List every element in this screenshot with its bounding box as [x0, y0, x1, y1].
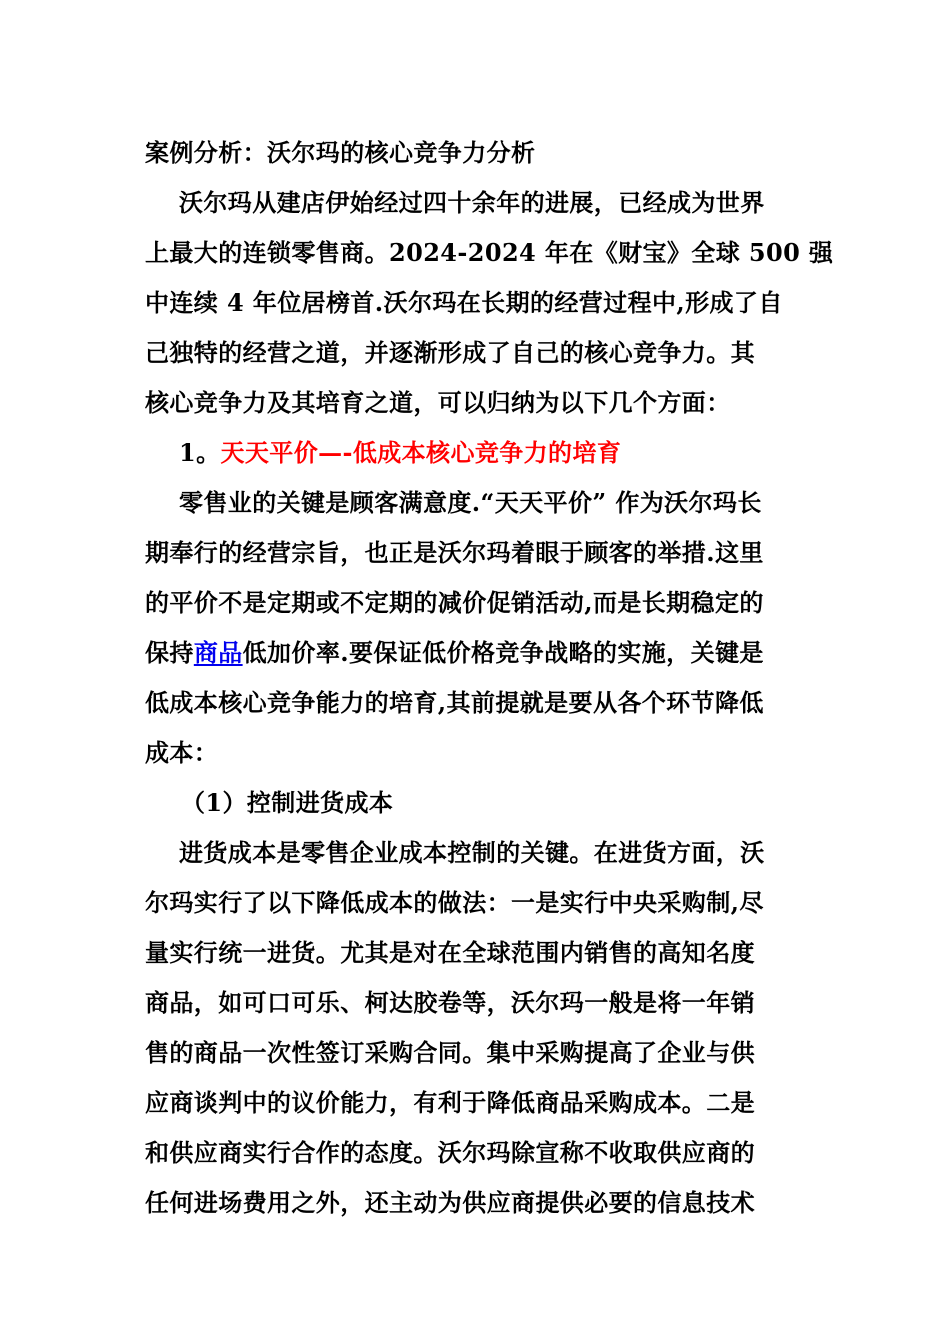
- section-number: 1。: [179, 438, 221, 467]
- intro-line: 核心竞争力及其培育之道，可以归纳为以下几个方面：: [145, 388, 731, 417]
- subsection-heading: （1）控制进货成本: [181, 788, 394, 817]
- paragraph-line: 的平价不是定期或不定期的减价促销活动,而是长期稳定的: [145, 588, 764, 617]
- intro-line: 己独特的经营之道，并逐渐形成了自己的核心竞争力。其: [145, 338, 755, 367]
- section-heading: [145, 428, 809, 478]
- text-before-link: 保持: [145, 638, 194, 667]
- paragraph-line: 应商谈判中的议价能力，有利于降低商品采购成本。二是: [145, 1088, 755, 1117]
- document-body: [145, 128, 834, 1228]
- paragraph-line: 商品，如可口可乐、柯达胶卷等，沃尔玛一般是将一年销: [145, 988, 755, 1017]
- paragraph-line: 售的商品一次性签订采购合同。集中采购提高了企业与供: [145, 1038, 755, 1067]
- paragraph-line: 期奉行的经营宗旨，也正是沃尔玛着眼于顾客的举措.这里: [145, 538, 764, 567]
- paragraph-line: 零售业的关键是顾客满意度.“天天平价” 作为沃尔玛长: [179, 488, 762, 517]
- section-title: 天天平价—-低成本核心竞争力的培育: [220, 438, 622, 467]
- paragraph-line: 进货成本是零售企业成本控制的关键。在进货方面，沃: [179, 838, 765, 867]
- paragraph-line-with-link: [145, 628, 809, 678]
- paragraph-line: 量实行统一进货。尤其是对在全球范围内销售的高知名度: [145, 938, 755, 967]
- paragraph-line: 任何进场费用之外，还主动为供应商提供必要的信息技术: [145, 1188, 755, 1217]
- intro-line: 沃尔玛从建店伊始经过四十余年的进展，已经成为世界: [179, 188, 765, 217]
- paragraph-line: 和供应商实行合作的态度。沃尔玛除宣称不收取供应商的: [145, 1138, 755, 1167]
- paragraph-line: 尔玛实行了以下降低成本的做法：一是实行中央采购制,尽: [145, 888, 764, 917]
- product-link[interactable]: 商品: [193, 638, 243, 667]
- intro-line: 中连续 4 年位居榜首.沃尔玛在长期的经营过程中,形成了自: [145, 288, 783, 317]
- text-after-link: 低加价率.要保证低价格竞争战略的实施，关键是: [242, 638, 764, 667]
- document-title: 案例分析：沃尔玛的核心竞争力分析: [145, 138, 536, 167]
- intro-line: 上最大的连锁零售商。2024-2024 年在《财宝》全球 500 强: [145, 238, 834, 267]
- paragraph-line: 低成本核心竞争能力的培育,其前提就是要从各个环节降低: [145, 688, 764, 717]
- paragraph-line: 成本：: [145, 738, 219, 767]
